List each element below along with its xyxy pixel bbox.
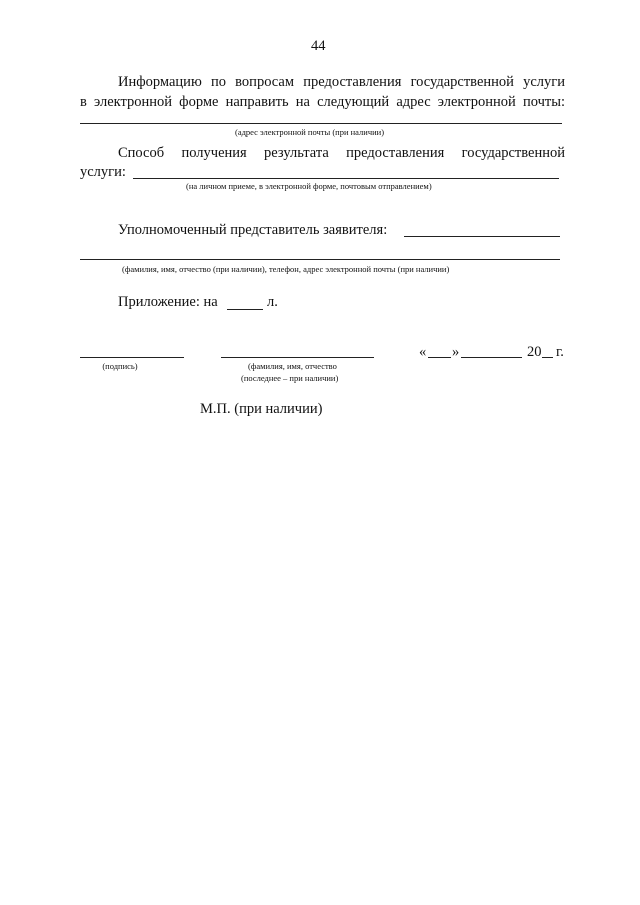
date-month-line[interactable] (461, 357, 522, 358)
email-caption: (адрес электронной почты (при наличии) (235, 127, 385, 137)
date-day-line[interactable] (428, 357, 451, 358)
email-fill-line[interactable] (80, 123, 562, 124)
name-line[interactable] (221, 357, 374, 358)
name-caption-line2: (последнее – при наличии) (241, 373, 339, 383)
result-fill-line[interactable] (133, 178, 559, 179)
date-year-prefix: 20 (527, 344, 542, 360)
date-close-quote: » (452, 344, 460, 360)
result-label: услуги: (80, 164, 126, 180)
page-number: 44 (311, 38, 326, 54)
representative-caption: (фамилия, имя, отчество (при наличии), телефон, адрес электронной почты (при наличии) (122, 264, 450, 274)
name-caption-line1: (фамилия, имя, отчество (248, 361, 337, 371)
date-year-suffix: г. (556, 344, 564, 360)
date-open-quote: « (419, 344, 427, 360)
email-paragraph-line2: в электронной форме направить на следующий адрес электронной почты: (80, 94, 565, 110)
representative-fill-line[interactable] (80, 259, 560, 260)
result-paragraph-line1: Способ получения результата предоставления государственной (118, 145, 565, 161)
signature-line[interactable] (80, 357, 184, 358)
attachment-pages-line[interactable] (227, 309, 263, 310)
result-caption: (на личном приеме, в электронной форме, почтовым отправлением) (186, 181, 432, 191)
attachment-prefix: Приложение: на (118, 294, 218, 310)
signature-caption: (подпись) (102, 361, 138, 371)
stamp-label: М.П. (при наличии) (200, 401, 323, 417)
representative-label: Уполномоченный представитель заявителя: (118, 222, 388, 238)
representative-fill-line-inline[interactable] (404, 236, 560, 237)
date-year-line[interactable] (542, 357, 553, 358)
attachment-suffix: л. (267, 294, 278, 310)
email-paragraph-line1: Информацию по вопросам предоставления государственной услуги (118, 74, 565, 90)
